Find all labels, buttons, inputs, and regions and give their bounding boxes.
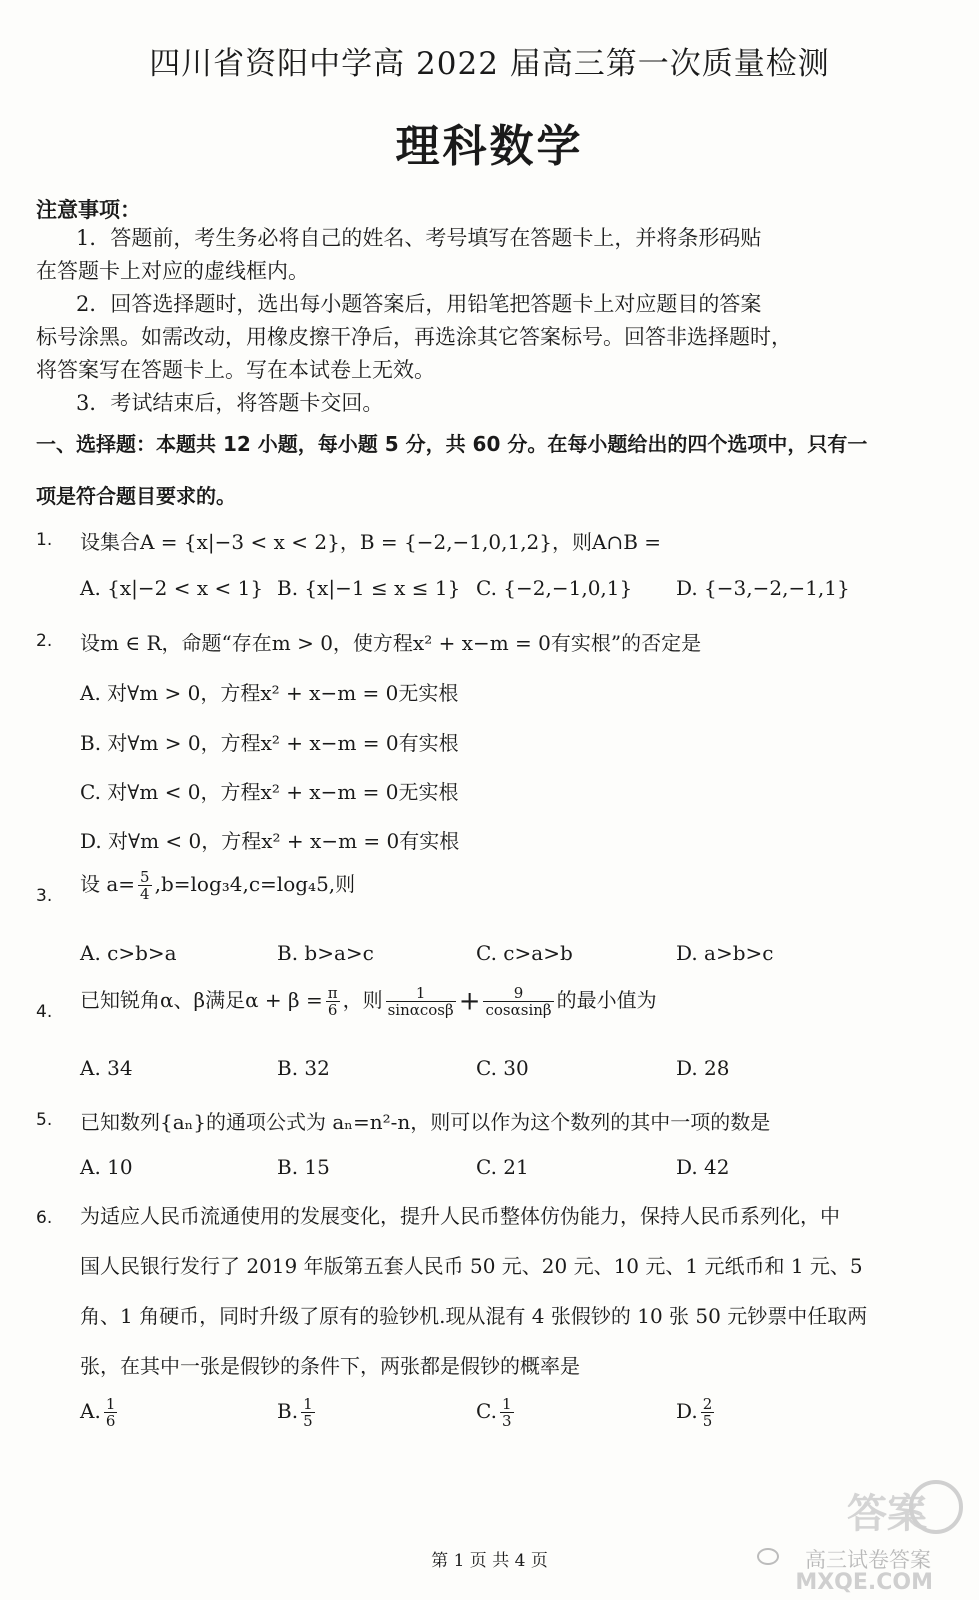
question-1-stem: 设集合A = {x|−3 < x < 2}，B = {−2,−1,0,1,2}，则A∩B = — [80, 530, 662, 554]
fraction-numerator: 1 — [386, 985, 456, 1002]
question-4-option-d: D. 28 — [676, 1056, 730, 1080]
question-3-stem-suffix: ,b=log₃4,c=log₄5,则 — [154, 872, 356, 896]
fraction-denominator: 5 — [303, 1412, 313, 1430]
question-4-stem-mid: ，则 — [342, 988, 383, 1012]
question-number: 6. — [36, 1208, 53, 1228]
exam-title: 四川省资阳中学高 2022 届高三第一次质量检测 — [149, 46, 830, 82]
fraction-numerator: 9 — [483, 985, 553, 1002]
fraction-denominator: cosαsinβ — [485, 1001, 552, 1019]
fraction-numerator: 1 — [105, 1395, 116, 1413]
section-heading-line-2: 项是符合题目要求的。 — [36, 484, 236, 508]
option-label: D. — [676, 1399, 698, 1423]
question-6-option-b — [277, 1396, 318, 1429]
question-4-stem-prefix: 已知锐角α、β满足α + β = — [80, 988, 323, 1012]
wechat-icon — [757, 1548, 779, 1565]
option-fraction — [500, 1396, 514, 1429]
question-6-option-a — [80, 1396, 120, 1429]
section-heading-line-1: 一、选择题：本题共 12 小题，每小题 5 分，共 60 分。在每小题给出的四个选项中，只有一 — [36, 432, 868, 456]
watermark-caption: 高三试卷答案 — [805, 1548, 931, 1572]
question-5-option-c: C. 21 — [476, 1155, 529, 1179]
fraction-denominator: 6 — [105, 1412, 116, 1430]
question-1-option-b: B. {x|−1 ≤ x ≤ 1} — [277, 576, 461, 600]
section-heading — [36, 418, 936, 522]
notice-item-3-text: 3．考试结束后，将答题卡交回。 — [76, 391, 384, 415]
fraction-numerator: 1 — [501, 1395, 512, 1413]
question-6-stem-line-2: 国人民银行发行了 2019 年版第五套人民币 50 元、20 元、10 元、1 元纸币和 1 元、5 — [80, 1254, 863, 1278]
watermark-url: MXQE.COM — [795, 1570, 933, 1595]
watermark-logo: 答案 — [847, 1491, 927, 1537]
notice-item-2-line-3: 将答案写在答题卡上。写在本试卷上无效。 — [36, 358, 435, 382]
option-label: B. — [277, 1399, 299, 1423]
question-4-option-a: A. 34 — [80, 1056, 133, 1080]
question-6-option-d — [676, 1396, 717, 1429]
fraction-denominator: 5 — [702, 1412, 713, 1430]
fraction-numerator: 5 — [140, 868, 150, 886]
question-4-stem-suffix: 的最小值为 — [556, 988, 657, 1012]
notice-item-2-line-2: 标号涂黑。如需改动，用橡皮擦干净后，再选涂其它答案标号。回答非选择题时， — [36, 325, 792, 349]
fraction-a — [138, 869, 152, 902]
fraction-pi-over-6 — [326, 985, 340, 1018]
question-1-option-d: D. {−3,−2,−1,1} — [676, 576, 850, 600]
question-6-stem-line-3: 角、1 角硬币，同时升级了原有的验钞机.现从混有 4 张假钞的 10 张 50 元钞票中任取两 — [80, 1304, 868, 1328]
fraction-denominator: 6 — [327, 1001, 338, 1019]
notice-item-2-line-1: 2．回答选择题时，选出每小题答案后，用铅笔把答题卡上对应题目的答案 — [76, 292, 762, 316]
question-2-option-c: C. 对∀m < 0，方程x² + x−m = 0无实根 — [80, 780, 459, 804]
option-fraction — [701, 1396, 715, 1429]
question-3-option-b: B. b>a>c — [277, 941, 374, 965]
question-number: 2. — [36, 631, 53, 651]
fraction-term-1 — [386, 985, 456, 1018]
notice-item-3 — [36, 387, 916, 420]
fraction-numerator: 1 — [303, 1395, 313, 1413]
question-6-stem-line-4: 张，在其中一张是假钞的条件下，两张都是假钞的概率是 — [80, 1354, 580, 1378]
question-2-stem: 设m ∈ R，命题“存在m > 0，使方程x² + x−m = 0有实根”的否定是 — [80, 631, 702, 655]
question-number: 3. — [36, 886, 53, 906]
fraction-denominator: 4 — [140, 885, 150, 903]
question-5-option-d: D. 42 — [676, 1155, 730, 1179]
question-2-option-a: A. 对∀m > 0，方程x² + x−m = 0无实根 — [80, 681, 459, 705]
watermark-circle-icon — [909, 1480, 963, 1534]
fraction-numerator: π — [327, 984, 338, 1002]
question-1-option-a: A. {x|−2 < x < 1} — [80, 576, 264, 600]
question-6-stem — [80, 1191, 930, 1391]
option-label: A. — [80, 1399, 101, 1423]
question-1-option-c: C. {−2,−1,0,1} — [476, 576, 633, 600]
question-5-option-b: B. 15 — [277, 1155, 330, 1179]
notice-heading: 注意事项： — [36, 198, 141, 222]
plus-sign: + — [458, 986, 481, 1017]
page-footer: 第 1 页 共 4 页 — [431, 1551, 548, 1571]
question-2-option-d: D. 对∀m < 0，方程x² + x−m = 0有实根 — [80, 829, 460, 853]
question-3-option-c: C. c>a>b — [476, 941, 573, 965]
question-5-option-a: A. 10 — [80, 1155, 133, 1179]
option-fraction — [104, 1396, 118, 1429]
question-4-stem — [80, 984, 930, 1018]
notice-item-2 — [36, 288, 916, 387]
fraction-numerator: 2 — [702, 1395, 713, 1413]
question-4-option-b: B. 32 — [277, 1056, 330, 1080]
notice-item-1-line-1: 1．答题前，考生务必将自己的姓名、考号填写在答题卡上，并将条形码贴 — [76, 226, 762, 250]
option-label: C. — [476, 1399, 497, 1423]
question-5-stem: 已知数列{aₙ}的通项公式为 aₙ=n²-n，则可以作为这个数列的其中一项的数是 — [80, 1110, 771, 1134]
fraction-denominator: sinαcosβ — [387, 1001, 454, 1019]
question-3-option-a: A. c>b>a — [80, 941, 177, 965]
subject-title: 理科数学 — [395, 121, 584, 172]
option-fraction — [301, 1396, 315, 1429]
question-3-option-d: D. a>b>c — [676, 941, 774, 965]
question-6-option-c — [476, 1396, 517, 1429]
question-number: 1. — [36, 530, 53, 550]
question-number: 5. — [36, 1110, 53, 1130]
question-4-option-c: C. 30 — [476, 1056, 529, 1080]
notice-item-1-line-2: 在答题卡上对应的虚线框内。 — [36, 259, 309, 283]
fraction-denominator: 3 — [501, 1412, 512, 1430]
question-2-option-b: B. 对∀m > 0，方程x² + x−m = 0有实根 — [80, 731, 459, 755]
question-6-stem-line-1: 为适应人民币流通使用的发展变化，提升人民币整体仿伪能力，保持人民币系列化，中 — [80, 1204, 840, 1228]
fraction-term-2 — [483, 985, 553, 1018]
notice-item-1 — [36, 222, 916, 288]
question-3-stem — [80, 868, 930, 902]
question-number: 4. — [36, 1002, 53, 1022]
question-3-stem-prefix: 设 a= — [80, 872, 136, 896]
